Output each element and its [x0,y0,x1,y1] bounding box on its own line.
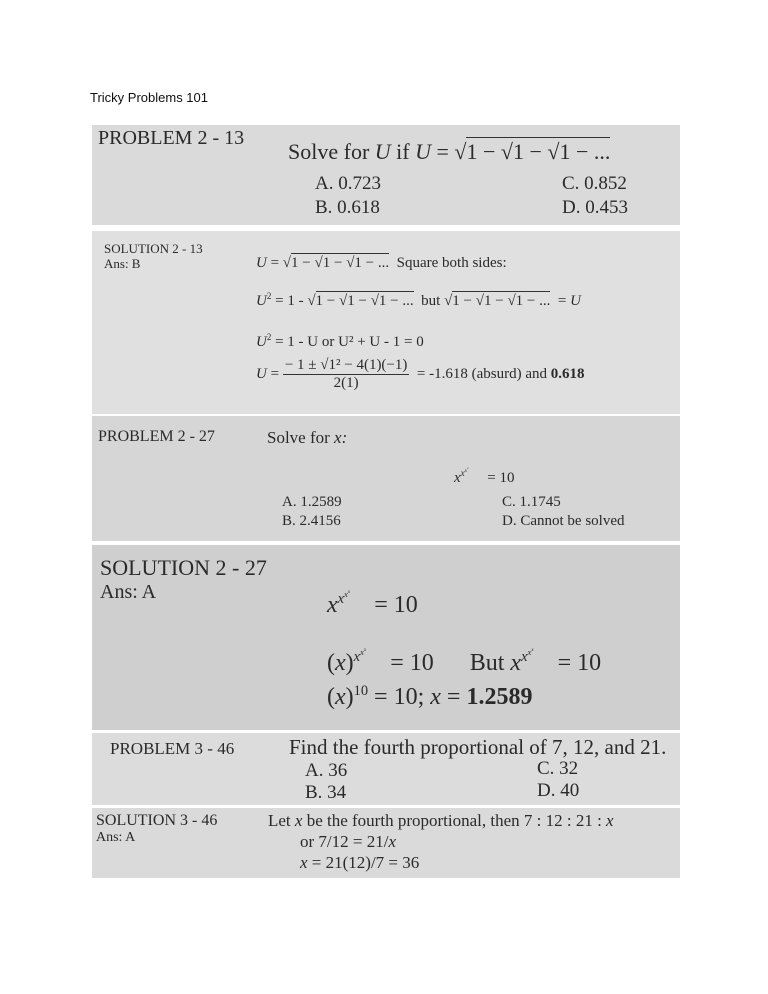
problem-heading: PROBLEM 2 - 13 [98,127,245,149]
problem-statement: Solve for U if U = √1 − √1 − √1 − ... [288,139,611,164]
nested-radicand: 1 − √1 − √1 − ... [466,139,611,164]
choice-b: B. 2.4156 [282,513,341,529]
choice-c: C. 0.852 [562,173,627,194]
solution-line-1: U = √1 − √1 − √1 − ... Square both sides: [256,255,507,271]
choice-b: B. 34 [305,782,347,803]
answer-value: 0.618 [550,365,585,382]
choice-b: B. 0.618 [315,197,380,218]
solution-line-1: Let x be the fourth proportional, then 7 : 12 : 21 : x [268,811,614,830]
problem-heading: PROBLEM 2 - 27 [98,428,215,445]
problem-statement: Solve for x: [267,428,348,447]
choice-a: A. 0.723 [315,173,381,194]
power-tower-equation: $x^{x^{x^x}}$ = 10 [454,466,515,486]
problem-2-13-panel [92,125,680,225]
choice-d: D. Cannot be solved [502,513,625,529]
problem-2-27-panel [92,416,680,541]
problem-3-46-panel [92,733,680,805]
solution-3-46-panel [92,808,680,878]
solution-answer: Ans: A [96,830,136,845]
solution-2-27-panel [92,545,680,730]
statement-if: if [396,139,410,164]
problem-statement: Find the fourth proportional of 7, 12, and 21. [289,735,667,759]
solution-answer: Ans: A [100,581,157,603]
solution-eq-3: $(x)^{10} = 10$; x = 1.2589 [327,683,533,710]
solution-eq-2: $(x)^{x^{x^x}}$ = 10 But $x^{x^{x^x}}$ = 10 [327,647,602,676]
choice-c: C. 1.1745 [502,494,561,510]
solution-line-3: $U^2 = 1 - U$ or U² + U - 1 = 0 [256,332,424,350]
solution-heading: SOLUTION 2 - 27 [100,555,267,580]
statement-prefix: Solve for [288,139,370,164]
choice-a: A. 36 [305,760,348,781]
choice-c: C. 32 [537,758,579,779]
solution-line-3: x = 21(12)/7 = 36 [300,853,420,872]
solution-answer: Ans: B [104,256,141,271]
answer-value: 1.2589 [466,684,533,710]
square-both-sides-note: Square both sides: [396,255,507,271]
document-title: Tricky Problems 101 [90,90,208,105]
choice-d: D. 0.453 [562,197,628,218]
problem-heading: PROBLEM 3 - 46 [110,739,235,758]
solution-2-13-panel [92,231,680,414]
solution-line-2: $U^2 = 1 - √1 - √1 - √1$ − ... but √1 − √1 − √1 − ... = U [256,291,581,309]
choice-d: D. 40 [537,780,580,801]
variable-u: U [374,139,391,164]
solution-quadratic: U = $\frac{\text{− 1 ± √1² − 4(1)(−1)}}{2(1)}$ = -1.618 (absurd) and 0.618 [256,357,585,391]
solution-heading: SOLUTION 2 - 13 [104,241,203,256]
choice-a: A. 1.2589 [282,494,342,510]
solution-eq-1: $x^{x^{x^x}}$ = 10 [327,589,418,618]
solution-line-2: or 7/12 = 21/x [300,832,396,851]
solution-heading: SOLUTION 3 - 46 [96,812,218,829]
quadratic-fraction: $\frac{\text{− 1 ± √1² − 4(1)(−1)}}{2(1)}$ [284,357,408,391]
